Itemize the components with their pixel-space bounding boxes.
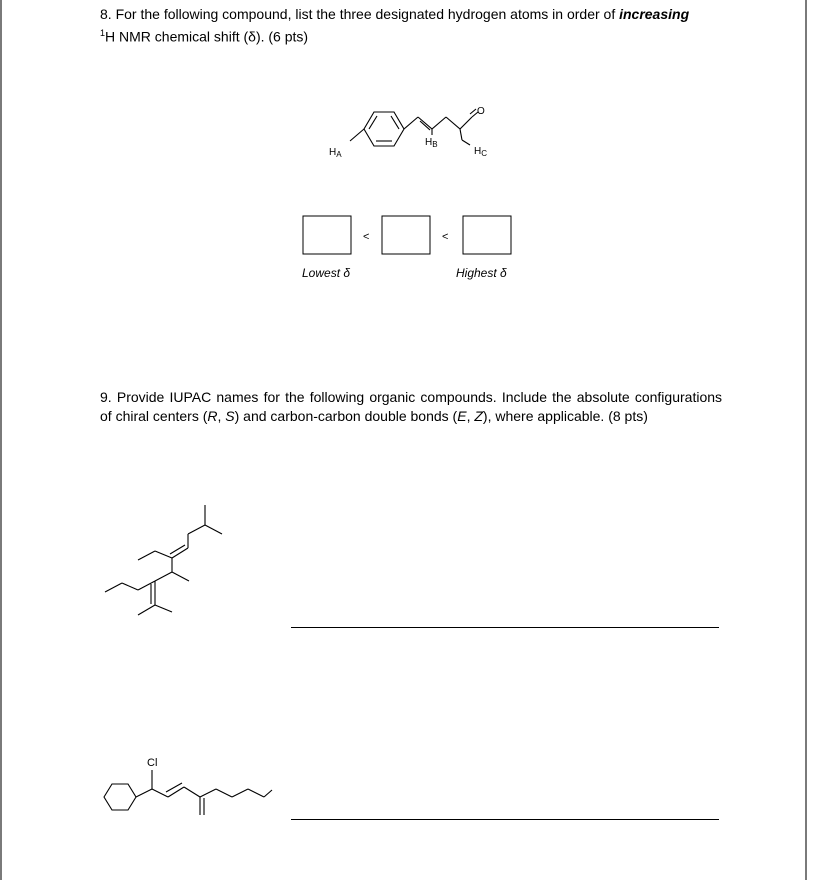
hb-label: $H_B$ (425, 137, 438, 149)
lowest-shift-label: Lowest δ (302, 266, 351, 280)
question-8-number: 8. (100, 6, 112, 22)
question-8-line2: H NMR chemical shift (δ). (6 pts) (105, 28, 309, 45)
question-9-text-part-2: ) and carbon-carbon double bonds ( (234, 408, 458, 424)
less-than-sign-2: < (442, 231, 449, 243)
config-z: Z (474, 408, 483, 424)
question-9-text-part-1: Provide IUPAC names for the following organic compounds. Include the absolute configurations of chiral centers ( (100, 389, 723, 424)
hc-label: $H_C$ (474, 146, 488, 158)
cyclohexane-ring (104, 784, 136, 810)
question-8-sup: 1 (100, 28, 106, 38)
chlorine-label: Cl (147, 757, 158, 769)
less-than-sign-1: < (363, 231, 370, 243)
config-r: R (207, 408, 218, 424)
question-8-prompt: For the following compound, list the three designated hydrogen atoms in order of (115, 6, 616, 22)
ha-label: $H_A$ (329, 147, 342, 159)
question-9-number: 9. (100, 389, 112, 405)
separator-1: , (217, 408, 226, 424)
config-e: E (457, 408, 467, 424)
config-s: S (225, 408, 235, 424)
oxygen-label: O (477, 106, 485, 117)
question-8-emphasis: increasing (619, 6, 690, 22)
separator-2: , (466, 408, 475, 424)
highest-shift-label: Highest δ (456, 266, 507, 280)
answer-line-compound-2[interactable] (291, 819, 719, 820)
question-9-text-part-3: ), where applicable. (8 pts) (482, 408, 648, 424)
